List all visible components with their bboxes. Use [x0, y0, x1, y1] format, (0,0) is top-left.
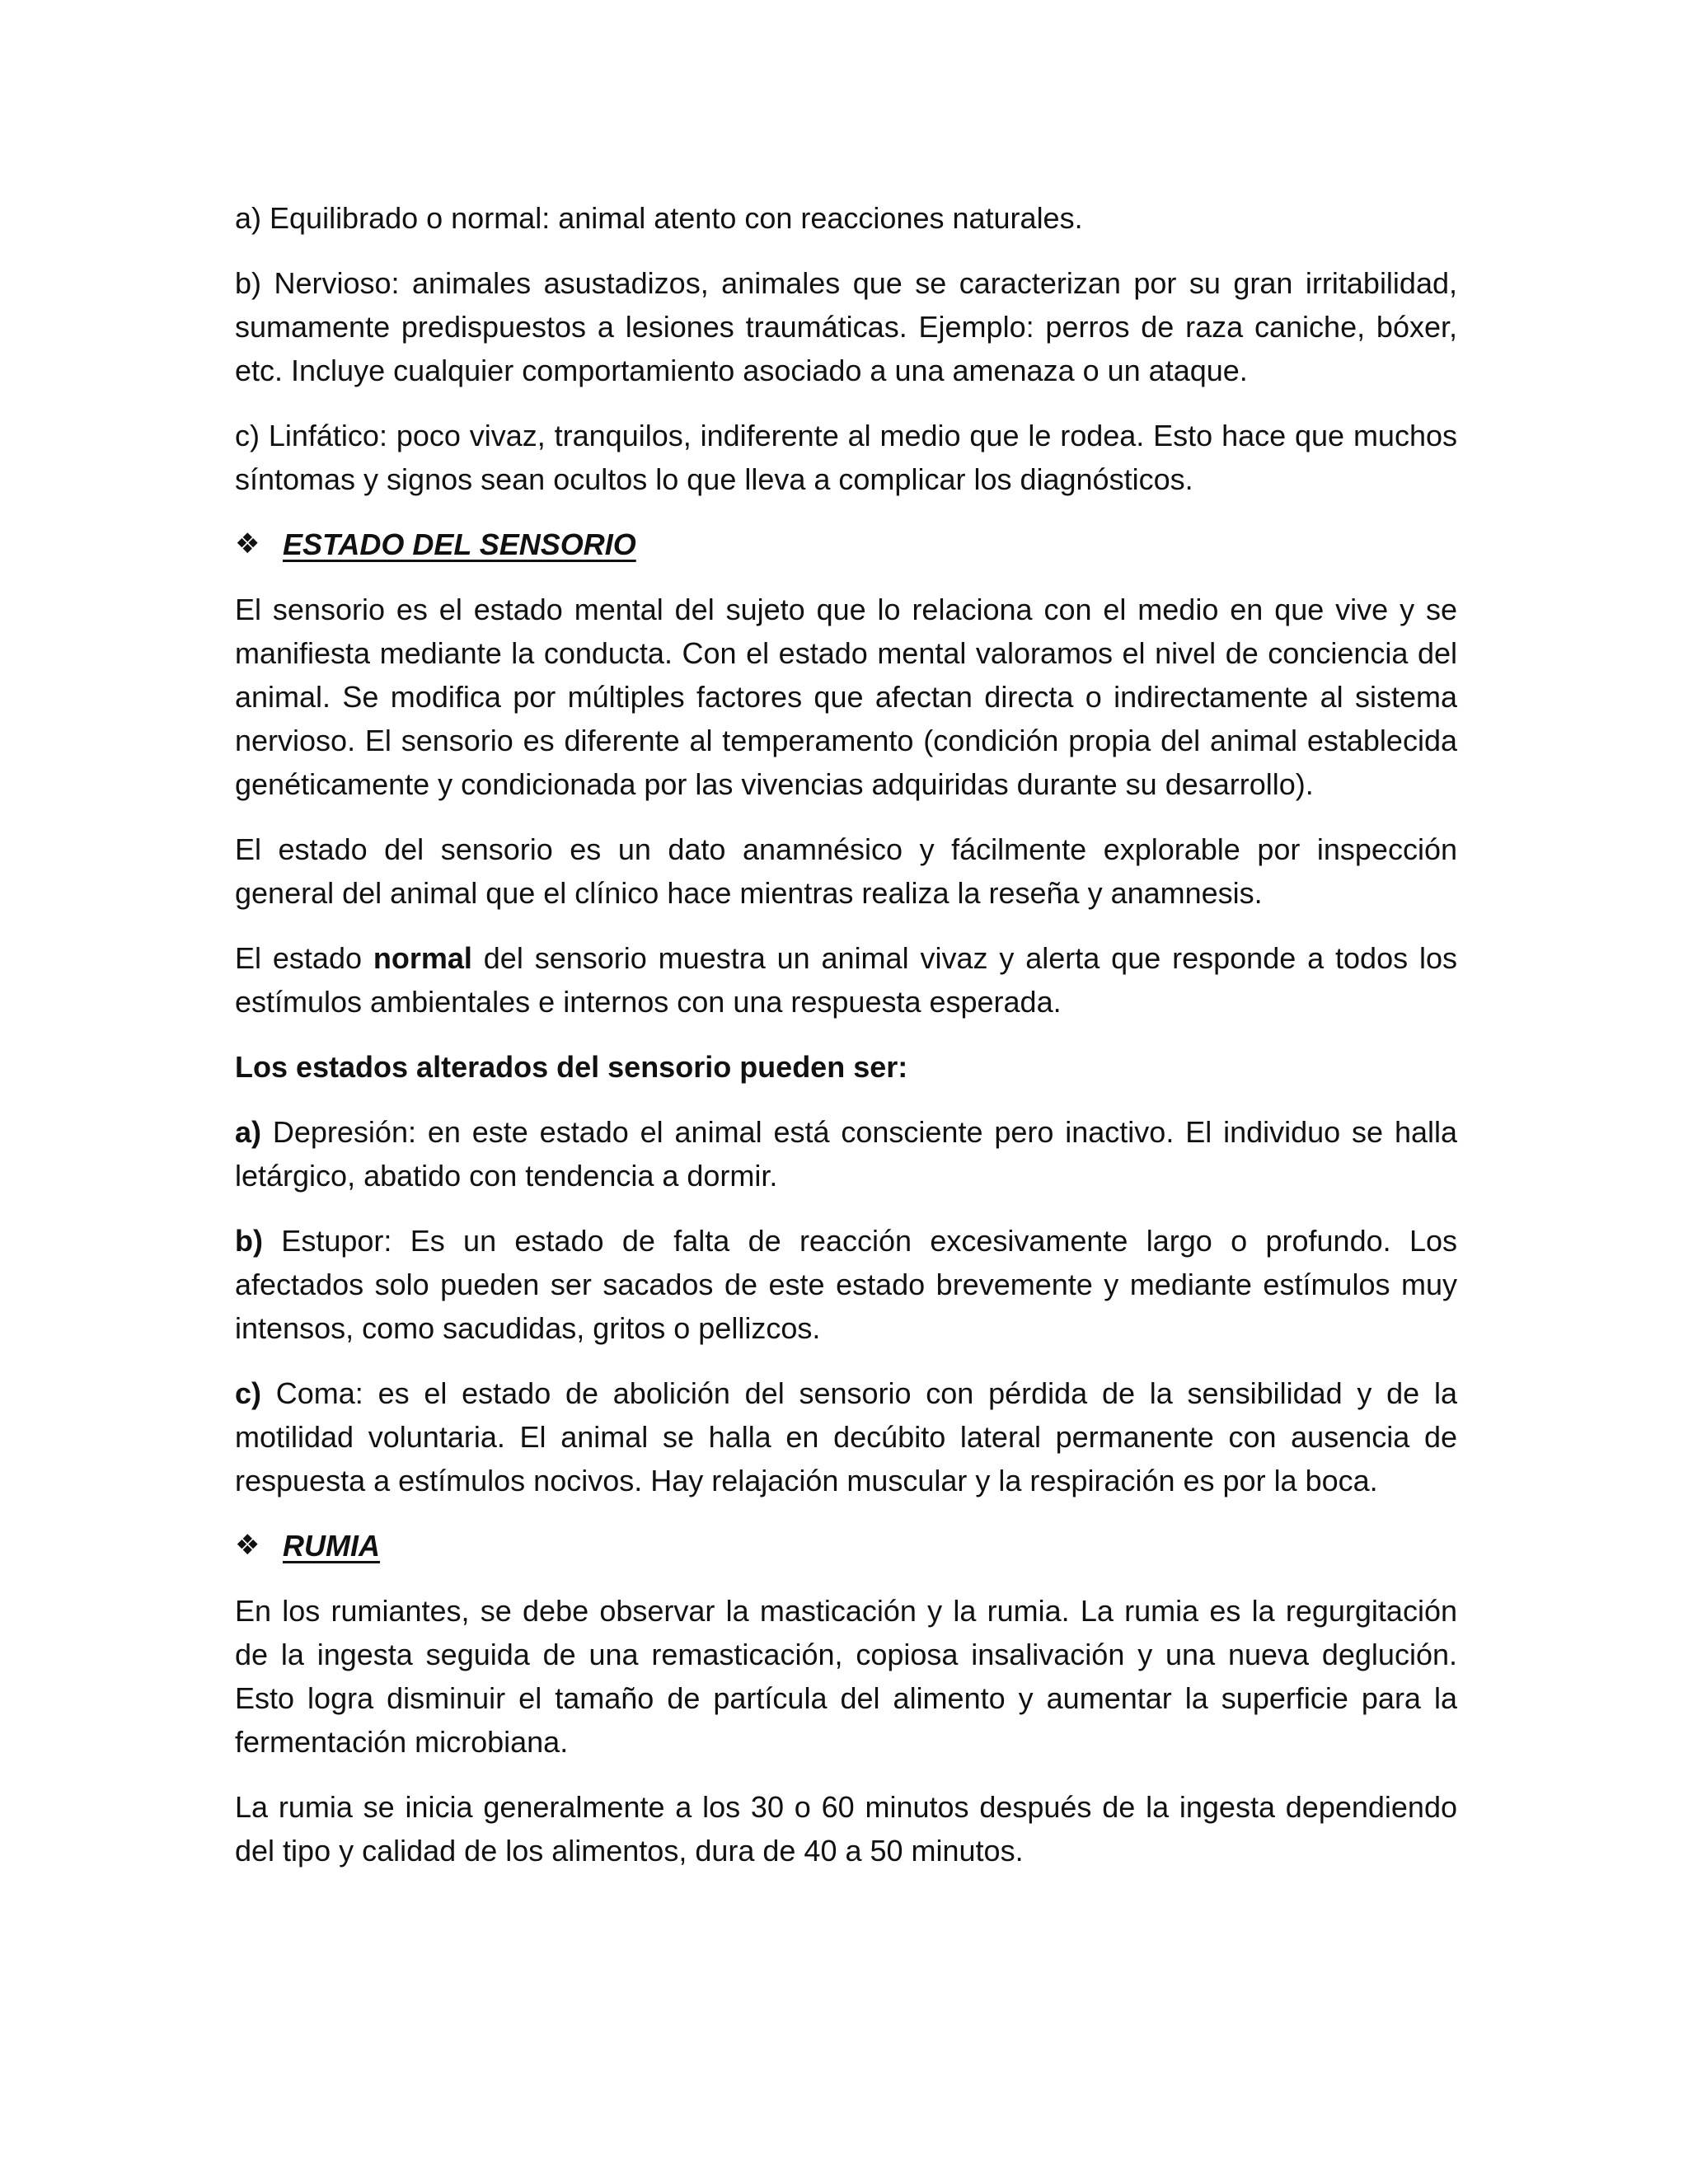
paragraph-sensorio-definition: El sensorio es el estado mental del sujeto que lo relaciona con el medio en que vive y se manifiesta mediante la conducta. Con el estado mental valoramos el nivel de conciencia del animal. Se modifica por múltiples factores que afectan directa o indirectamente al sistema nervioso. El sensorio es diferente al temperamento (condición propia del animal establecida genéticamente y condicionada por las vivencias adquiridas durante su desarrollo). — [235, 593, 1457, 801]
paragraph-temperament-nervous: b) Nervioso: animales asustadizos, animales que se caracterizan por su gran irritabilidad, sumamente predispuestos a lesiones traumáticas. Ejemplo: perros de raza caniche, bóxer, etc. Incluye cualquier comportamiento asociado a una amenaza o un ataque. — [235, 266, 1457, 387]
diamond-bullet-icon: ❖ — [235, 528, 260, 560]
text-run: Estupor: Es un estado de falta de reacción excesivamente largo o profundo. Los afectados solo pueden ser sacados de este estado brevemente y mediante estímulos muy intensos, como sacudidas, gritos o pellizcos. — [235, 1224, 1457, 1345]
paragraph-sensorio-exploration: El estado del sensorio es un dato anamnésico y fácilmente explorable por inspección general del animal que el clínico hace mientras realiza la reseña y anamnesis. — [235, 832, 1457, 910]
document-page — [235, 196, 1457, 1894]
section-heading-text: RUMIA — [283, 1529, 380, 1563]
diamond-bullet-icon: ❖ — [235, 1530, 260, 1561]
list-label: c) — [235, 1376, 262, 1410]
paragraph-temperament-balanced: a) Equilibrado o normal: animal atento con reacciones naturales. — [235, 201, 1083, 235]
section-heading-sensorio — [235, 523, 1457, 566]
list-label: b) — [235, 1224, 263, 1258]
text-run: El estado — [235, 941, 373, 975]
paragraph-state-coma — [235, 1371, 1457, 1502]
paragraph-state-stupor — [235, 1219, 1457, 1350]
list-label: a) — [235, 1115, 262, 1149]
paragraph-temperament-lymphatic: c) Linfático: poco vivaz, tranquilos, indiferente al medio que le rodea. Esto hace que muchos síntomas y signos sean ocultos lo que lleva a complicar los diagnósticos. — [235, 419, 1457, 496]
paragraph-altered-states-title: Los estados alterados del sensorio pueden ser: — [235, 1050, 908, 1084]
paragraph-sensorio-normal — [235, 936, 1457, 1024]
text-run: Coma: es el estado de abolición del sensorio con pérdida de la sensibilidad y de la motilidad voluntaria. El animal se halla en decúbito lateral permanente con ausencia de respuesta a estímulos nocivos. Hay relajación muscular y la respiración es por la boca. — [235, 1376, 1457, 1497]
section-heading-rumia — [235, 1524, 1457, 1568]
bold-term-normal: normal — [373, 941, 472, 975]
paragraph-rumia-timing: La rumia se inicia generalmente a los 30 o 60 minutos después de la ingesta dependiendo del tipo y calidad de los alimentos, dura de 40 a 50 minutos. — [235, 1790, 1457, 1868]
text-run: Depresión: en este estado el animal está consciente pero inactivo. El individuo se halla letárgico, abatido con tendencia a dormir. — [235, 1115, 1457, 1193]
paragraph-state-depression — [235, 1110, 1457, 1197]
text-run: del sensorio muestra un animal vivaz y alerta que responde a todos los estímulos ambientales e internos con una respuesta esperada. — [235, 941, 1457, 1019]
section-heading-text: ESTADO DEL SENSORIO — [283, 527, 636, 561]
paragraph-rumia-definition: En los rumiantes, se debe observar la masticación y la rumia. La rumia es la regurgitación de la ingesta seguida de una remasticación, copiosa insalivación y una nueva deglución. Esto logra disminuir el tamaño de partícula del alimento y aumentar la superficie para la fermentación microbiana. — [235, 1594, 1457, 1759]
